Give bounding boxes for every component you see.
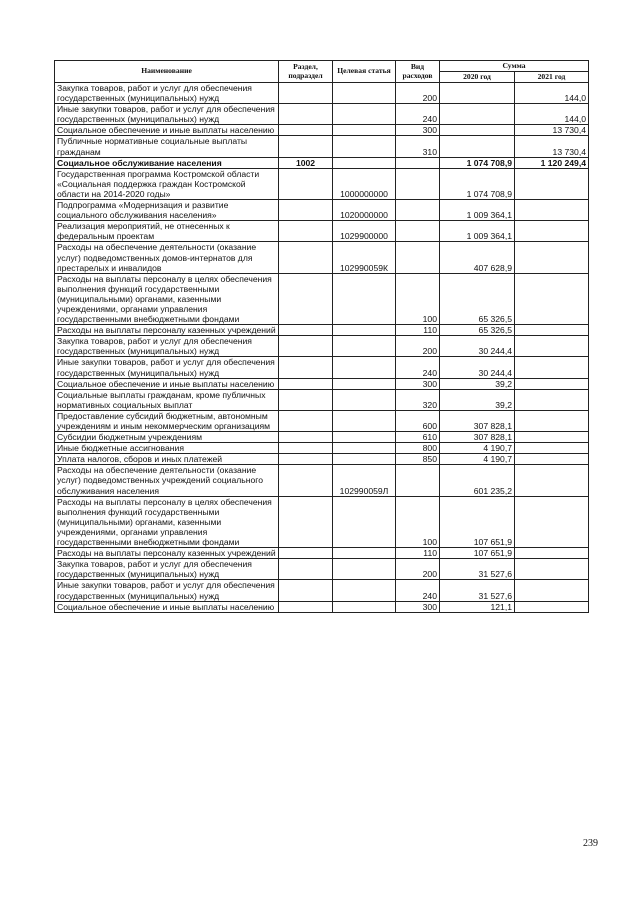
row-sum-2020: 4 190,7 <box>440 454 515 465</box>
row-kind: 320 <box>396 389 440 410</box>
row-sum-2020: 65 326,5 <box>440 325 515 336</box>
row-target <box>333 273 396 324</box>
row-target <box>333 548 396 559</box>
row-name: Закупка товаров, работ и услуг для обеспечения государственных (муниципальных) нужд <box>55 83 279 104</box>
row-name: Иные закупки товаров, работ и услуг для обеспечения государственных (муниципальных) нужд <box>55 580 279 601</box>
row-sum-2020: 121,1 <box>440 601 515 612</box>
row-sum-2020: 31 527,6 <box>440 580 515 601</box>
table-row <box>55 200 589 221</box>
row-target <box>333 378 396 389</box>
row-section <box>279 548 333 559</box>
row-sum-2021 <box>515 580 589 601</box>
row-name: Социальное обслуживание населения <box>55 157 279 168</box>
row-sum-2021 <box>515 221 589 242</box>
row-name: Социальное обеспечение и иные выплаты населению <box>55 125 279 136</box>
row-kind: 850 <box>396 454 440 465</box>
row-sum-2021: 144,0 <box>515 104 589 125</box>
table-row <box>55 273 589 324</box>
row-name: Расходы на выплаты персоналу в целях обеспечения выполнения функций государственными (муниципальными) органами, казенными учреждениями, органами управления государственными внебюджетными фондами <box>55 496 279 547</box>
row-kind: 300 <box>396 378 440 389</box>
table-row <box>55 125 589 136</box>
row-section <box>279 357 333 378</box>
row-section: 1002 <box>279 157 333 168</box>
row-sum-2020 <box>440 125 515 136</box>
row-kind: 200 <box>396 336 440 357</box>
row-name: Публичные нормативные социальные выплаты гражданам <box>55 136 279 157</box>
table-row <box>55 242 589 273</box>
row-target <box>333 389 396 410</box>
row-target <box>333 454 396 465</box>
row-sum-2020: 1 009 364,1 <box>440 200 515 221</box>
table-row <box>55 454 589 465</box>
table-row <box>55 325 589 336</box>
row-sum-2020: 1 074 708,9 <box>440 168 515 199</box>
row-kind: 600 <box>396 410 440 431</box>
row-section <box>279 389 333 410</box>
row-target <box>333 496 396 547</box>
row-section <box>279 559 333 580</box>
row-sum-2021: 1 120 249,4 <box>515 157 589 168</box>
table-row <box>55 465 589 496</box>
row-section <box>279 242 333 273</box>
row-section <box>279 580 333 601</box>
row-kind: 110 <box>396 325 440 336</box>
row-section <box>279 496 333 547</box>
row-kind: 800 <box>396 443 440 454</box>
row-name: Иные закупки товаров, работ и услуг для обеспечения государственных (муниципальных) нужд <box>55 357 279 378</box>
row-sum-2021 <box>515 410 589 431</box>
table-row <box>55 221 589 242</box>
row-kind <box>396 200 440 221</box>
row-name: Иные закупки товаров, работ и услуг для обеспечения государственных (муниципальных) нужд <box>55 104 279 125</box>
header-kind: Вид расходов <box>396 61 440 83</box>
row-kind: 240 <box>396 580 440 601</box>
row-name: Реализация мероприятий, не отнесенных к федеральным проектам <box>55 221 279 242</box>
table-header <box>55 61 589 83</box>
page-number: 239 <box>583 838 598 849</box>
row-name: Иные бюджетные ассигнования <box>55 443 279 454</box>
row-target: 102990059Л <box>333 465 396 496</box>
row-sum-2021 <box>515 273 589 324</box>
row-name: Подпрограмма «Модернизация и развитие социального обслуживания населения» <box>55 200 279 221</box>
row-kind <box>396 157 440 168</box>
row-section <box>279 410 333 431</box>
row-target <box>333 357 396 378</box>
row-target <box>333 580 396 601</box>
row-target <box>333 336 396 357</box>
row-section <box>279 443 333 454</box>
row-kind: 100 <box>396 496 440 547</box>
row-kind: 300 <box>396 125 440 136</box>
row-target <box>333 410 396 431</box>
row-sum-2021 <box>515 432 589 443</box>
row-target: 1020000000 <box>333 200 396 221</box>
row-sum-2021 <box>515 200 589 221</box>
row-sum-2021: 144,0 <box>515 83 589 104</box>
row-target <box>333 443 396 454</box>
row-sum-2020 <box>440 83 515 104</box>
header-name: Наименование <box>55 61 279 83</box>
row-section <box>279 83 333 104</box>
row-kind: 610 <box>396 432 440 443</box>
header-target: Целевая статья <box>333 61 396 83</box>
row-sum-2021 <box>515 357 589 378</box>
row-name: Субсидии бюджетным учреждениям <box>55 432 279 443</box>
row-sum-2020: 107 651,9 <box>440 496 515 547</box>
row-sum-2021 <box>515 242 589 273</box>
row-target <box>333 432 396 443</box>
table-row <box>55 157 589 168</box>
header-sum: Сумма <box>440 61 589 72</box>
row-sum-2021 <box>515 389 589 410</box>
table-row <box>55 83 589 104</box>
row-target <box>333 325 396 336</box>
header-2021: 2021 год <box>515 72 589 83</box>
row-kind: 110 <box>396 548 440 559</box>
row-kind: 240 <box>396 357 440 378</box>
row-target: 102990059К <box>333 242 396 273</box>
row-name: Уплата налогов, сборов и иных платежей <box>55 454 279 465</box>
row-kind: 100 <box>396 273 440 324</box>
table-body <box>55 83 589 613</box>
row-name: Закупка товаров, работ и услуг для обеспечения государственных (муниципальных) нужд <box>55 559 279 580</box>
table-row <box>55 136 589 157</box>
row-section <box>279 325 333 336</box>
row-section <box>279 378 333 389</box>
row-sum-2021 <box>515 336 589 357</box>
row-section <box>279 336 333 357</box>
row-sum-2020: 39,2 <box>440 389 515 410</box>
row-sum-2021 <box>515 325 589 336</box>
row-target <box>333 157 396 168</box>
row-sum-2020: 107 651,9 <box>440 548 515 559</box>
row-sum-2021 <box>515 465 589 496</box>
row-sum-2021 <box>515 168 589 199</box>
table-row <box>55 168 589 199</box>
row-section <box>279 221 333 242</box>
row-sum-2021: 13 730,4 <box>515 125 589 136</box>
row-sum-2020: 39,2 <box>440 378 515 389</box>
row-section <box>279 601 333 612</box>
row-name: Государственная программа Костромской области «Социальная поддержка граждан Костромской области на 2014-2020 годы» <box>55 168 279 199</box>
row-kind: 300 <box>396 601 440 612</box>
row-name: Расходы на выплаты персоналу в целях обеспечения выполнения функций государственными (муниципальными) органами, казенными учреждениями, органами управления государственными внебюджетными фондами <box>55 273 279 324</box>
table-row <box>55 559 589 580</box>
row-section <box>279 273 333 324</box>
row-section <box>279 200 333 221</box>
row-kind <box>396 221 440 242</box>
row-sum-2021 <box>515 443 589 454</box>
budget-table <box>54 60 589 613</box>
row-section <box>279 168 333 199</box>
row-kind <box>396 465 440 496</box>
row-sum-2020: 30 244,4 <box>440 336 515 357</box>
table-row <box>55 336 589 357</box>
row-sum-2021: 13 730,4 <box>515 136 589 157</box>
row-name: Расходы на выплаты персоналу казенных учреждений <box>55 548 279 559</box>
table-row <box>55 410 589 431</box>
header-section: Раздел, подраздел <box>279 61 333 83</box>
row-kind <box>396 242 440 273</box>
table-row <box>55 443 589 454</box>
row-kind: 200 <box>396 559 440 580</box>
row-name: Социальное обеспечение и иные выплаты населению <box>55 601 279 612</box>
row-kind: 240 <box>396 104 440 125</box>
row-section <box>279 454 333 465</box>
row-target <box>333 601 396 612</box>
row-target <box>333 104 396 125</box>
row-name: Расходы на обеспечение деятельности (оказание услуг) подведомственных домов-интернатов для престарелых и инвалидов <box>55 242 279 273</box>
row-kind: 310 <box>396 136 440 157</box>
row-section <box>279 136 333 157</box>
row-name: Расходы на выплаты персоналу казенных учреждений <box>55 325 279 336</box>
row-sum-2020 <box>440 104 515 125</box>
row-target <box>333 559 396 580</box>
row-sum-2020: 4 190,7 <box>440 443 515 454</box>
row-sum-2021 <box>515 454 589 465</box>
table-row <box>55 104 589 125</box>
row-section <box>279 125 333 136</box>
row-target <box>333 125 396 136</box>
row-sum-2020: 1 009 364,1 <box>440 221 515 242</box>
row-sum-2020: 307 828,1 <box>440 432 515 443</box>
row-sum-2020: 307 828,1 <box>440 410 515 431</box>
table-row <box>55 389 589 410</box>
table-row <box>55 357 589 378</box>
row-sum-2020: 30 244,4 <box>440 357 515 378</box>
row-sum-2020: 65 326,5 <box>440 273 515 324</box>
row-sum-2021 <box>515 559 589 580</box>
table-row <box>55 432 589 443</box>
row-target <box>333 83 396 104</box>
table-row <box>55 580 589 601</box>
row-sum-2021 <box>515 378 589 389</box>
row-name: Социальное обеспечение и иные выплаты населению <box>55 378 279 389</box>
table-row <box>55 601 589 612</box>
row-kind <box>396 168 440 199</box>
row-target: 1029900000 <box>333 221 396 242</box>
row-name: Социальные выплаты гражданам, кроме публичных нормативных социальных выплат <box>55 389 279 410</box>
row-sum-2020: 407 628,9 <box>440 242 515 273</box>
row-target <box>333 136 396 157</box>
row-name: Расходы на обеспечение деятельности (оказание услуг) подведомственных учреждений социального обслуживания населения <box>55 465 279 496</box>
header-2020: 2020 год <box>440 72 515 83</box>
row-section <box>279 432 333 443</box>
table-row <box>55 378 589 389</box>
table-row <box>55 548 589 559</box>
row-sum-2021 <box>515 496 589 547</box>
row-section <box>279 104 333 125</box>
table-row <box>55 496 589 547</box>
row-sum-2020: 31 527,6 <box>440 559 515 580</box>
row-target: 1000000000 <box>333 168 396 199</box>
row-sum-2020: 1 074 708,9 <box>440 157 515 168</box>
row-kind: 200 <box>396 83 440 104</box>
row-sum-2021 <box>515 601 589 612</box>
row-name: Предоставление субсидий бюджетным, автономным учреждениям и иным некоммерческим организациям <box>55 410 279 431</box>
row-section <box>279 465 333 496</box>
row-sum-2020 <box>440 136 515 157</box>
row-sum-2021 <box>515 548 589 559</box>
row-name: Закупка товаров, работ и услуг для обеспечения государственных (муниципальных) нужд <box>55 336 279 357</box>
row-sum-2020: 601 235,2 <box>440 465 515 496</box>
